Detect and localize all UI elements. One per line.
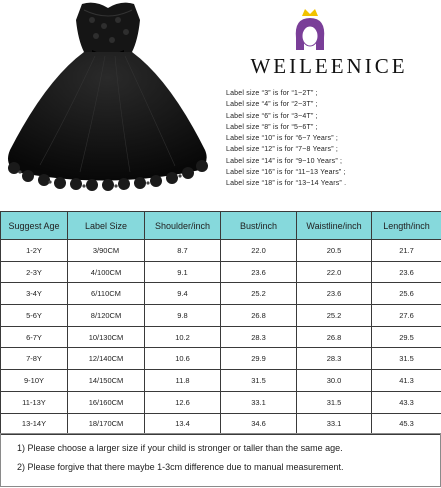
table-header-row	[1, 212, 441, 240]
cell-label-size: 18/170CM	[68, 413, 145, 435]
cell-age: 5-6Y	[1, 305, 68, 327]
cell-age: 7-8Y	[1, 348, 68, 370]
cell-length: 45.3	[372, 413, 441, 435]
cell-length: 43.3	[372, 391, 441, 413]
header-waistline: Waistline/inch	[297, 212, 372, 240]
cell-waistline: 30.0	[297, 370, 372, 392]
table-row	[1, 348, 441, 370]
cell-length: 31.5	[372, 348, 441, 370]
cell-length: 21.7	[372, 240, 441, 262]
cell-age: 13-14Y	[1, 413, 68, 435]
label-size-line: Label size “4” is for “2~3T” ;	[226, 101, 318, 109]
label-size-line: Label size “10” is for “6~7 Years” ;	[226, 135, 339, 143]
cell-age: 1-2Y	[1, 240, 68, 262]
table-row	[1, 261, 441, 283]
size-table	[0, 211, 441, 435]
cell-shoulder: 9.4	[145, 283, 221, 305]
label-size-line: Label size “16” is for “11~13 Years” ;	[226, 169, 346, 177]
header-label-size: Label Size	[68, 212, 145, 240]
label-size-line: Label size “14” is for “9~10 Years” ;	[226, 157, 343, 165]
table-row	[1, 391, 441, 413]
table-row	[1, 370, 441, 392]
brand-name: WEILEENICE	[250, 54, 408, 78]
cell-shoulder: 9.1	[145, 261, 221, 283]
cell-label-size: 14/150CM	[68, 370, 145, 392]
cell-bust: 22.0	[221, 240, 297, 262]
cell-shoulder: 12.6	[145, 391, 221, 413]
cell-age: 11-13Y	[1, 391, 68, 413]
black-dress-image	[0, 0, 215, 200]
header-shoulder: Shoulder/inch	[145, 212, 221, 240]
cell-bust: 33.1	[221, 391, 297, 413]
header-suggest-age: Suggest Age	[1, 212, 68, 240]
cell-label-size: 8/120CM	[68, 305, 145, 327]
cell-waistline: 28.3	[297, 348, 372, 370]
product-header	[0, 0, 441, 205]
header-bust: Bust/inch	[221, 212, 297, 240]
cell-shoulder: 11.8	[145, 370, 221, 392]
cell-label-size: 10/130CM	[68, 326, 145, 348]
cell-bust: 25.2	[221, 283, 297, 305]
note-line: 1) Please choose a larger size if your child is stronger or taller than the same age.	[17, 443, 343, 453]
label-size-line: Label size “6” is for “3~4T” ;	[226, 112, 318, 120]
cell-shoulder: 10.2	[145, 326, 221, 348]
label-size-line: Label size “12” is for “7~8 Years” ;	[226, 146, 339, 154]
cell-label-size: 12/140CM	[68, 348, 145, 370]
cell-bust: 29.9	[221, 348, 297, 370]
cell-shoulder: 13.4	[145, 413, 221, 435]
note-line: 2) Please forgive that there maybe 1-3cm difference due to manual measurement.	[17, 462, 344, 472]
cell-waistline: 23.6	[297, 283, 372, 305]
brand-panel	[212, 0, 441, 205]
cell-label-size: 4/100CM	[68, 261, 145, 283]
cell-age: 3-4Y	[1, 283, 68, 305]
label-size-line: Label size “18” is for “13~14 Years” .	[226, 180, 347, 188]
header-length: Length/inch	[372, 212, 441, 240]
cell-waistline: 20.5	[297, 240, 372, 262]
cell-bust: 31.5	[221, 370, 297, 392]
table-row	[1, 283, 441, 305]
cell-label-size: 16/160CM	[68, 391, 145, 413]
table-row	[1, 326, 441, 348]
cell-length: 25.6	[372, 283, 441, 305]
cell-age: 2-3Y	[1, 261, 68, 283]
cell-shoulder: 10.6	[145, 348, 221, 370]
cell-waistline: 26.8	[297, 326, 372, 348]
cell-age: 6-7Y	[1, 326, 68, 348]
cell-shoulder: 8.7	[145, 240, 221, 262]
label-size-line: Label size “8” is for “5~6T” ;	[226, 123, 318, 131]
label-size-list	[226, 88, 441, 190]
girl-with-crown-icon	[288, 6, 332, 54]
cell-waistline: 25.2	[297, 305, 372, 327]
cell-waistline: 33.1	[297, 413, 372, 435]
cell-age: 9-10Y	[1, 370, 68, 392]
cell-length: 27.6	[372, 305, 441, 327]
cell-length: 23.6	[372, 261, 441, 283]
size-chart	[0, 211, 441, 435]
cell-bust: 28.3	[221, 326, 297, 348]
cell-bust: 23.6	[221, 261, 297, 283]
table-row	[1, 240, 441, 262]
cell-bust: 34.6	[221, 413, 297, 435]
table-row	[1, 413, 441, 435]
table-row	[1, 305, 441, 327]
cell-bust: 26.8	[221, 305, 297, 327]
label-size-line: Label size “3” is for “1~2T” ;	[226, 90, 318, 97]
notes-box	[0, 433, 441, 487]
table-body	[1, 240, 441, 435]
cell-waistline: 31.5	[297, 391, 372, 413]
cell-label-size: 6/110CM	[68, 283, 145, 305]
cell-length: 29.5	[372, 326, 441, 348]
cell-waistline: 22.0	[297, 261, 372, 283]
cell-label-size: 3/90CM	[68, 240, 145, 262]
cell-shoulder: 9.8	[145, 305, 221, 327]
cell-length: 41.3	[372, 370, 441, 392]
